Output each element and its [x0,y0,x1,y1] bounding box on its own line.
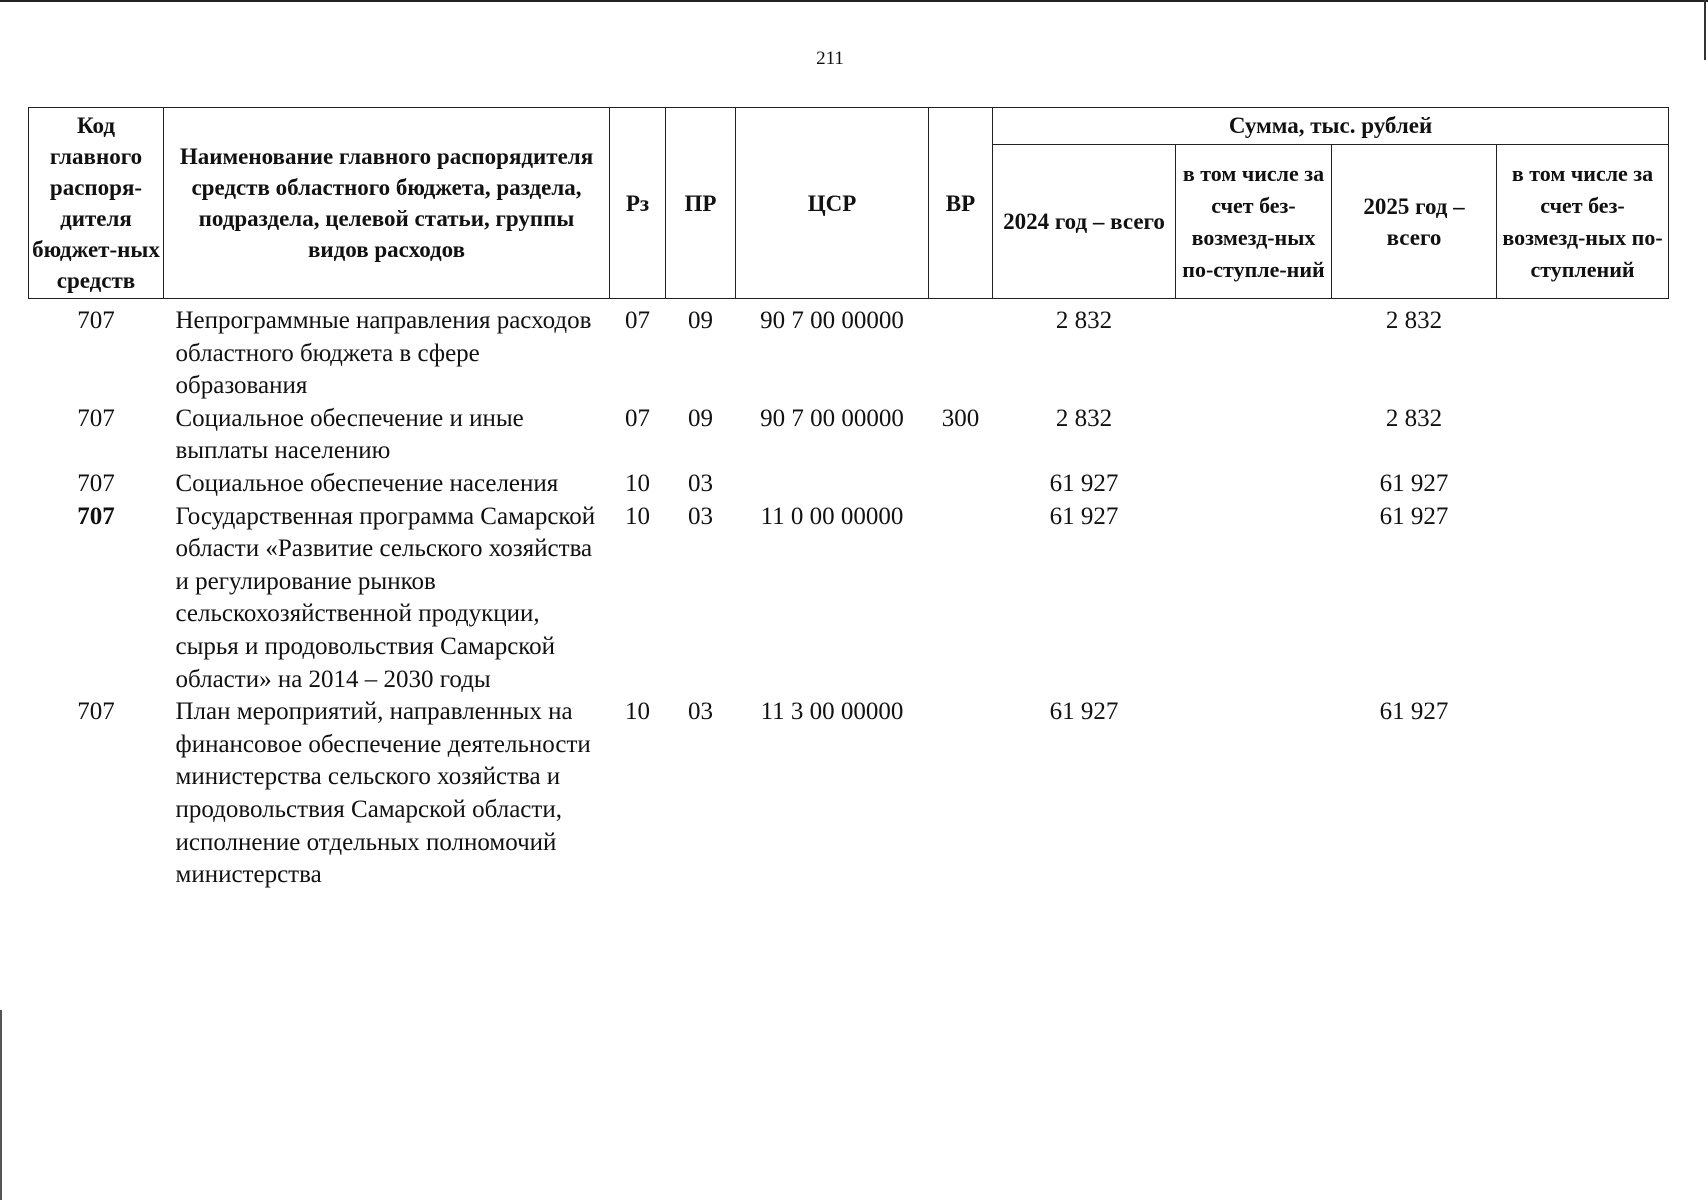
header-2025-total: 2025 год – всего [1332,145,1497,299]
cell-vr [929,299,993,403]
cell-name: Государственная программа Самарской области «Развитие сельского хозяйства и регулирование рынков сельскохозяйственной продукции, сырья и продовольствия Самарской области» на 2014 – 2030 годы [175,502,596,693]
cell-2025-total: 61 927 [1379,502,1449,530]
table-row [29,696,1669,892]
cell-2024-grants [1176,403,1332,468]
cell-2024-grants [1176,501,1332,697]
header-vr: ВР [929,108,993,299]
cell-csr: 90 7 00 00000 [760,404,904,432]
cell-2024-total: 61 927 [1049,469,1119,497]
table-row [29,501,1669,697]
header-name: Наименование главного распорядителя средств областного бюджета, раздела, подраздела, целевой статьи, группы видов расходов [164,108,610,299]
cell-code: 707 [77,698,115,726]
cell-csr: 90 7 00 00000 [760,307,904,334]
page-right-border [1704,0,1706,60]
cell-code: 707 [77,469,115,497]
cell-2024-total: 2 832 [1055,307,1113,334]
cell-rz: 10 [625,502,650,530]
cell-vr [929,468,993,501]
cell-pr: 03 [688,698,713,726]
table-row [29,403,1669,468]
page-top-border [0,0,1708,2]
cell-2025-grants [1497,696,1669,892]
cell-vr: 300 [941,404,980,432]
budget-table [28,107,1669,892]
cell-pr: 03 [688,502,713,530]
header-2024-total: 2024 год – всего [993,145,1176,299]
cell-csr: 11 0 00 00000 [760,502,904,530]
cell-code: 707 [77,307,115,334]
cell-code: 707 [77,502,115,530]
cell-csr: 11 3 00 00000 [760,698,904,726]
header-rz: Рз [610,108,666,299]
cell-vr [929,501,993,697]
cell-pr: 09 [688,307,713,334]
cell-2024-grants [1176,696,1332,892]
cell-name: Непрограммные направления расходов областного бюджета в сфере образования [175,307,592,400]
cell-2024-total: 61 927 [1049,698,1119,726]
cell-name: Социальное обеспечение населения [175,469,559,497]
cell-2024-grants [1176,299,1332,403]
cell-2024-total: 2 832 [1055,404,1113,432]
table-row [29,468,1669,501]
table-header [29,108,1669,299]
cell-pr: 09 [688,404,713,432]
cell-2025-total: 61 927 [1379,698,1449,726]
header-2024-grants: в том числе за счет без-возмезд-ных по-ступле-ний [1176,145,1332,299]
cell-code: 707 [77,404,115,432]
cell-2025-grants [1497,501,1669,697]
header-code: Код главного распоря-дителя бюджет-ных средств [29,108,164,299]
page-left-border [0,1010,2,1200]
cell-2024-total: 61 927 [1049,502,1119,530]
cell-name: План мероприятий, направленных на финансовое обеспечение деятельности министерства сельского хозяйства и продовольствия Самарской области, исполнение отдельных полномочий министерства [175,698,591,889]
header-2025-grants: в том числе за счет без-возмезд-ных по-ступлений [1497,145,1669,299]
header-sum-group: Сумма, тыс. рублей [993,108,1669,145]
cell-rz: 07 [625,307,650,334]
cell-csr [736,468,929,501]
cell-2025-grants [1497,403,1669,468]
cell-rz: 10 [625,469,650,497]
table-row [29,299,1669,403]
cell-pr: 03 [688,469,713,497]
page-number: 211 [816,48,844,69]
cell-2025-total: 2 832 [1385,404,1443,432]
cell-2025-total: 61 927 [1379,469,1449,497]
cell-rz: 07 [625,404,650,432]
cell-rz: 10 [625,698,650,726]
table-body [29,299,1669,892]
header-pr: ПР [666,108,736,299]
cell-2025-grants [1497,468,1669,501]
cell-2024-grants [1176,468,1332,501]
cell-vr [929,696,993,892]
cell-name: Социальное обеспечение и иные выплаты населению [175,404,524,465]
cell-2025-grants [1497,299,1669,403]
cell-2025-total: 2 832 [1385,307,1443,334]
header-csr: ЦСР [736,108,929,299]
